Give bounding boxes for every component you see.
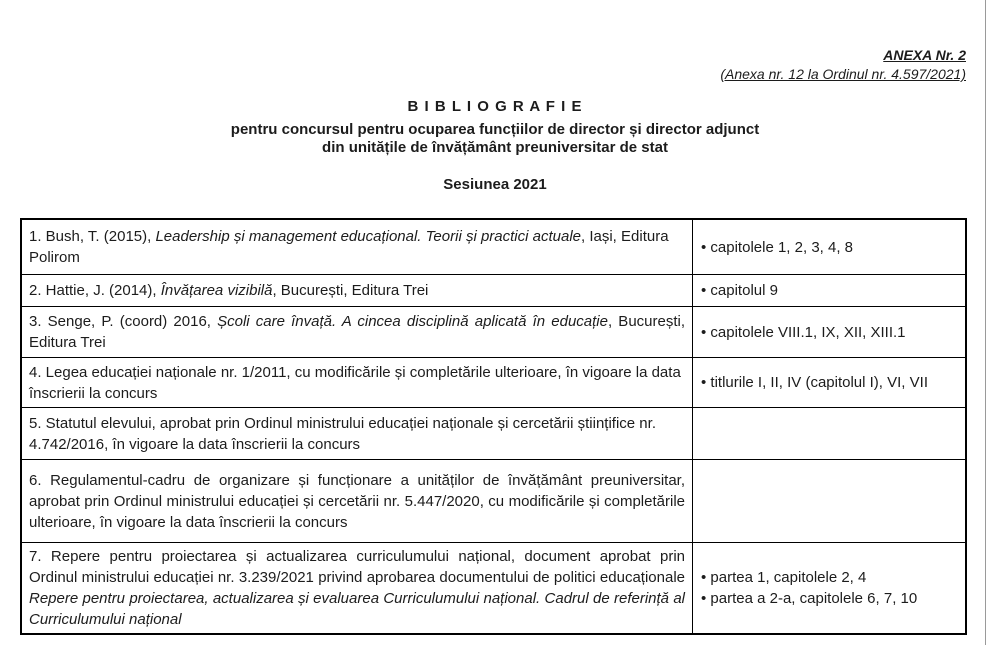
page-edge-line	[985, 0, 986, 645]
source-text: 6. Regulamentul-cadru de organizare și funcționare a unităților de învățământ preuniversitar, aprobat prin Ordinul ministrului educației și cercetării nr. 5.447/2020, cu modificările și completările ulterioare, în vigoare la data înscrierii la concurs	[29, 471, 685, 531]
chapter-bullet-item: • titlurile I, II, IV (capitolul I), VI, VII	[701, 374, 928, 391]
document-subtitle-line1: pentru concursul pentru ocuparea funcțiilor de director și director adjunct	[230, 121, 760, 138]
table-row	[21, 460, 966, 543]
source-text: 3. Senge, P. (coord) 2016,	[29, 313, 218, 330]
chapters-cell	[693, 275, 967, 307]
source-text: 1. Bush, T. (2015),	[29, 228, 156, 245]
table-row	[21, 408, 966, 460]
bibliography-table	[20, 218, 967, 635]
annex-number: ANEXA Nr. 2	[883, 47, 966, 63]
chapters-cell	[693, 460, 967, 543]
chapter-bullet-item: • capitolele VIII.1, IX, XII, XIII.1	[701, 323, 906, 341]
source-text: , București, Editura Trei	[272, 282, 429, 299]
source-cell	[21, 408, 693, 460]
source-text: 7. Repere pentru proiectarea și actualizarea curriculumului național, document aprobat prin Ordinul ministrului educației nr. 3.239/2021 privind aprobarea documentului de politici educaționale	[29, 548, 685, 586]
chapter-bullet-item: • capitolul 9	[701, 282, 778, 299]
source-text: 4. Legea educației naționale nr. 1/2011, cu modificările și completările ulterioare, în vigoare la data înscrierii la concurs	[29, 363, 681, 402]
source-text: 5. Statutul elevului, aprobat prin Ordinul ministrului educației naționale și cercetării științifice nr. 4.742/2016, în vigoare la data înscrierii la concurs	[29, 414, 656, 453]
chapters-cell	[693, 307, 967, 358]
document-subtitle-line2: din unitățile de învățământ preuniversitar de stat	[322, 139, 668, 156]
table-row	[21, 543, 966, 635]
source-title-italic: Repere pentru proiectarea, actualizarea și evaluarea Curriculumului național. Cadrul de referință al Curriculumului național	[29, 590, 685, 628]
source-title-italic: Învățarea vizibilă	[160, 282, 273, 299]
table-row	[21, 358, 966, 408]
source-text: 2. Hattie, J. (2014),	[29, 282, 161, 299]
table-row	[21, 275, 966, 307]
table-row	[21, 307, 966, 358]
source-title-italic: Leadership și management educațional. Teorii și practici actuale	[155, 228, 581, 245]
chapter-bullet-item: • partea a 2-a, capitolele 6, 7, 10	[701, 590, 918, 607]
chapters-cell	[693, 408, 967, 460]
table-row	[21, 219, 966, 275]
source-text: , Iași, Editura Polirom	[29, 228, 669, 266]
source-text: , București, Editura Trei	[29, 313, 686, 351]
chapters-cell	[693, 358, 967, 408]
source-cell	[21, 358, 693, 408]
source-title-italic: Școli care învață. A cincea disciplină aplicată în educație	[217, 313, 608, 330]
source-cell	[21, 275, 693, 307]
annex-reference: (Anexa nr. 12 la Ordinul nr. 4.597/2021)	[720, 66, 966, 82]
source-cell	[21, 543, 693, 635]
chapter-bullet-item: • capitolele 1, 2, 3, 4, 8	[701, 238, 854, 256]
annex-header	[720, 46, 966, 84]
title-block	[0, 98, 990, 194]
session-title: Sesiunea 2021	[443, 176, 547, 193]
document-title: B I B L I O G R A F I E	[407, 98, 583, 115]
source-cell	[21, 460, 693, 543]
chapters-cell	[693, 219, 967, 275]
bibliography-table-body	[21, 219, 966, 634]
source-cell	[21, 307, 693, 358]
chapters-cell	[693, 543, 967, 635]
chapter-bullet-item: • partea 1, capitolele 2, 4	[701, 569, 867, 586]
source-cell	[21, 219, 693, 275]
